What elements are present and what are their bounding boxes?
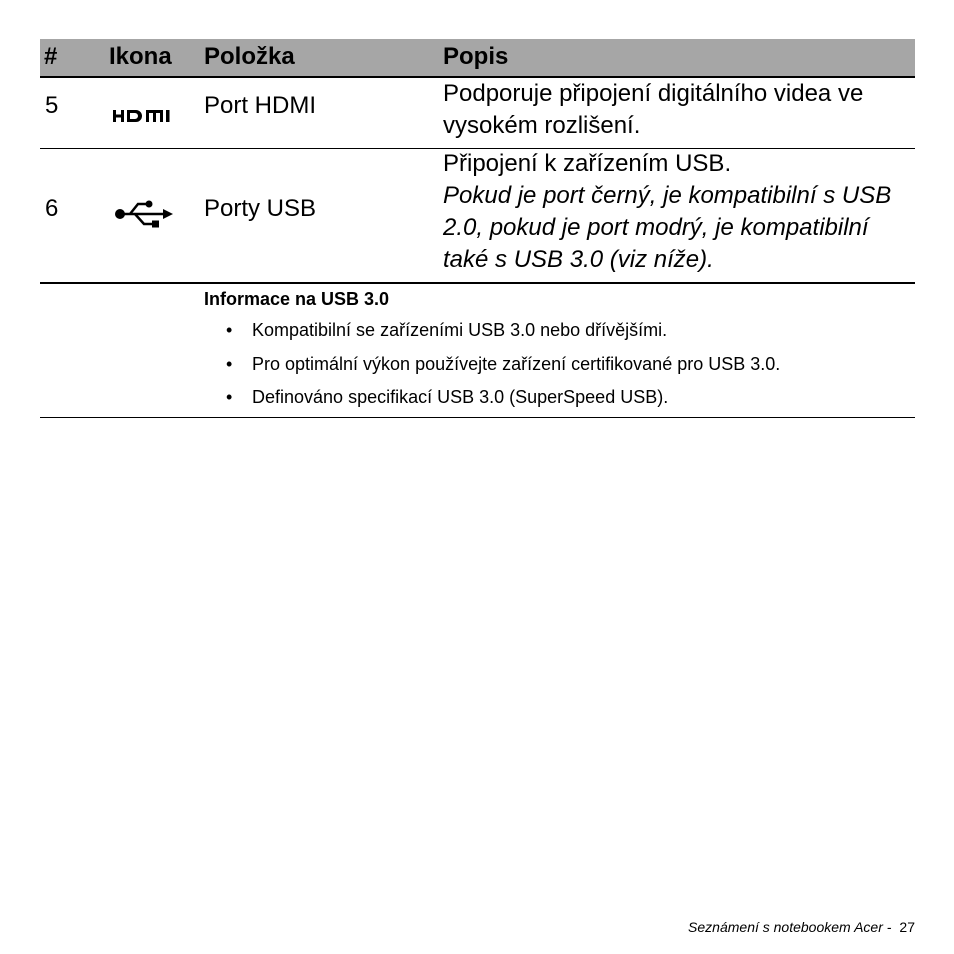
page-number: 27 bbox=[899, 919, 915, 935]
list-item-text: Definováno specifikací USB 3.0 (SuperSpeed USB). bbox=[252, 387, 669, 407]
list-item bbox=[226, 387, 780, 421]
header-icon: Ikona bbox=[109, 43, 172, 70]
bullet-icon: • bbox=[226, 387, 233, 407]
row-description-main: Připojení k zařízením USB. bbox=[443, 150, 732, 177]
page-footer bbox=[688, 919, 915, 935]
hdmi-icon bbox=[113, 102, 173, 130]
table-header bbox=[40, 39, 915, 78]
table-row bbox=[40, 149, 915, 284]
list-item bbox=[226, 354, 780, 388]
bullet-icon: • bbox=[226, 353, 233, 374]
header-desc: Popis bbox=[443, 43, 509, 70]
list-item-text: Pro optimální výkon používejte zařízení certifikované pro USB 3.0. bbox=[252, 353, 781, 374]
bullet-icon: • bbox=[226, 320, 233, 340]
usb3-info-title: Informace na USB 3.0 bbox=[204, 289, 390, 309]
usb3-info-list bbox=[226, 320, 780, 421]
header-num: # bbox=[44, 43, 58, 70]
row-number: 6 bbox=[45, 195, 59, 222]
row-item: Porty USB bbox=[204, 195, 317, 222]
row-description-note: Pokud je port černý, je kompatibilní s USB 2.0, pokud je port modrý, je kompatibilní také s USB 3.0 (viz níže). bbox=[443, 182, 892, 273]
header-item: Položka bbox=[204, 43, 295, 70]
ports-table bbox=[40, 39, 915, 418]
usb-icon bbox=[113, 199, 175, 236]
row-number: 5 bbox=[45, 92, 59, 119]
list-item-text: Kompatibilní se zařízeními USB 3.0 nebo dřívějšími. bbox=[252, 320, 668, 340]
row-item: Port HDMI bbox=[204, 92, 317, 119]
table-row bbox=[40, 78, 915, 149]
footer-text: Seznámení s notebookem Acer - bbox=[688, 919, 892, 935]
row-description: Podporuje připojení digitálního videa ve vysokém rozlišení. bbox=[443, 80, 864, 139]
row-description bbox=[443, 148, 913, 276]
list-item bbox=[226, 320, 780, 354]
usb3-info-section bbox=[40, 284, 915, 418]
